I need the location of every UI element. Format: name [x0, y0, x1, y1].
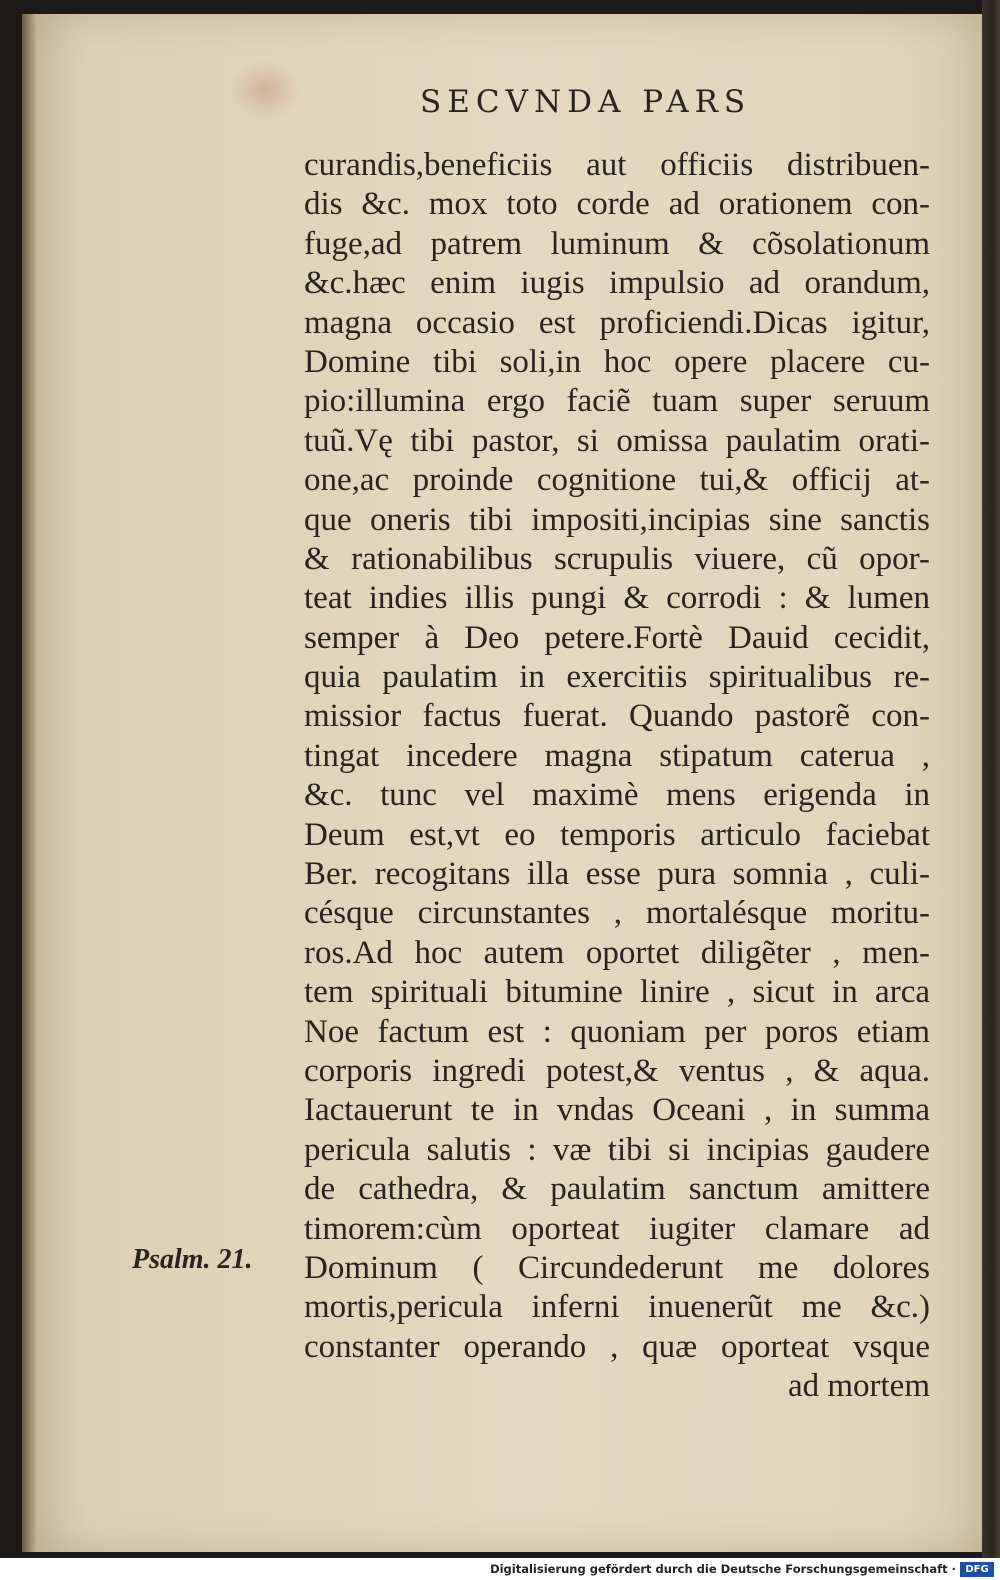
- text-line: Deum est,vt eo temporis articulo faciebat: [304, 816, 930, 853]
- facing-page-edge: [982, 0, 1000, 1580]
- text-line: corporis ingredi potest,& ventus , & aqua.: [304, 1052, 930, 1089]
- text-line: magna occasio est proficiendi.Dicas igitur,: [304, 304, 930, 341]
- dfg-logo-icon: DFG: [960, 1562, 994, 1577]
- text-line: pio:illumina ergo faciẽ tuam super seruum: [304, 383, 930, 420]
- text-line: &c.hæc enim iugis impulsio ad orandum,: [304, 265, 930, 302]
- text-line: césque circunstantes , mortalésque moritu-: [304, 895, 930, 932]
- text-line: missior factus fuerat. Quando pastorẽ con-: [304, 698, 930, 735]
- text-line: Ber. recogitans illa esse pura somnia , culi-: [304, 856, 930, 893]
- text-line: tem spirituali bitumine linire , sicut in arca: [304, 974, 930, 1011]
- catchword-line: ad mortem: [787, 1368, 930, 1405]
- text-line: ros.Ad hoc autem oportet diligẽter , men-: [304, 934, 930, 971]
- text-line: one,ac proinde cognitione tui,& officij at-: [304, 462, 930, 499]
- text-line: pericula salutis : væ tibi si incipias gaudere: [304, 1131, 930, 1168]
- text-line: Noe factum est : quoniam per poros etiam: [304, 1013, 930, 1050]
- text-line: fuge,ad patrem luminum & cõsolationum: [304, 225, 930, 262]
- text-line: semper à Deo petere.Fortè Dauid cecidit,: [304, 619, 930, 656]
- text-line: Dominum ( Circundederunt me dolores: [304, 1249, 930, 1286]
- main-text: [304, 146, 930, 1407]
- text-line: timorem:cùm oporteat iugiter clamare ad: [304, 1210, 930, 1247]
- text-line: Domine tibi soli,in hoc opere placere cu-: [304, 343, 930, 380]
- footer-band: [0, 1558, 1000, 1580]
- marginal-note: Psalm. 21.: [132, 1244, 253, 1275]
- text-line: teat indies illis pungi & corrodi : & lumen: [304, 580, 930, 617]
- text-line: & rationabilibus scrupulis viuere, cũ opor-: [304, 540, 930, 577]
- text-line: de cathedra, & paulatim sanctum amittere: [304, 1171, 930, 1208]
- text-line: curandis,beneficiis aut officiis distribuen-: [304, 147, 930, 183]
- funding-notice: Digitalisierung gefördert durch die Deutsche Forschungsgemeinschaft ·: [490, 1562, 956, 1576]
- text-line: mortis,pericula inferni inuenerũt me &c.): [304, 1289, 930, 1326]
- paper-stain: [230, 60, 300, 120]
- text-line: dis &c. mox toto corde ad orationem con-: [304, 186, 930, 223]
- text-line: tuũ.Vę tibi pastor, si omissa paulatim orati-: [304, 422, 930, 459]
- text-line: &c. tunc vel maximè mens erigenda in: [304, 777, 930, 814]
- text-line: quia paulatim in exercitiis spiritualibus re-: [304, 659, 930, 696]
- running-head: SECVNDA PARS: [420, 84, 752, 120]
- text-line: tingat incedere magna stipatum caterua ,: [304, 737, 930, 774]
- text-line: Iactauerunt te in vndas Oceani , in summa: [304, 1092, 930, 1129]
- text-line: constanter operando , quæ oporteat vsque: [304, 1328, 930, 1365]
- text-line: que oneris tibi impositi,incipias sine sanctis: [304, 501, 930, 538]
